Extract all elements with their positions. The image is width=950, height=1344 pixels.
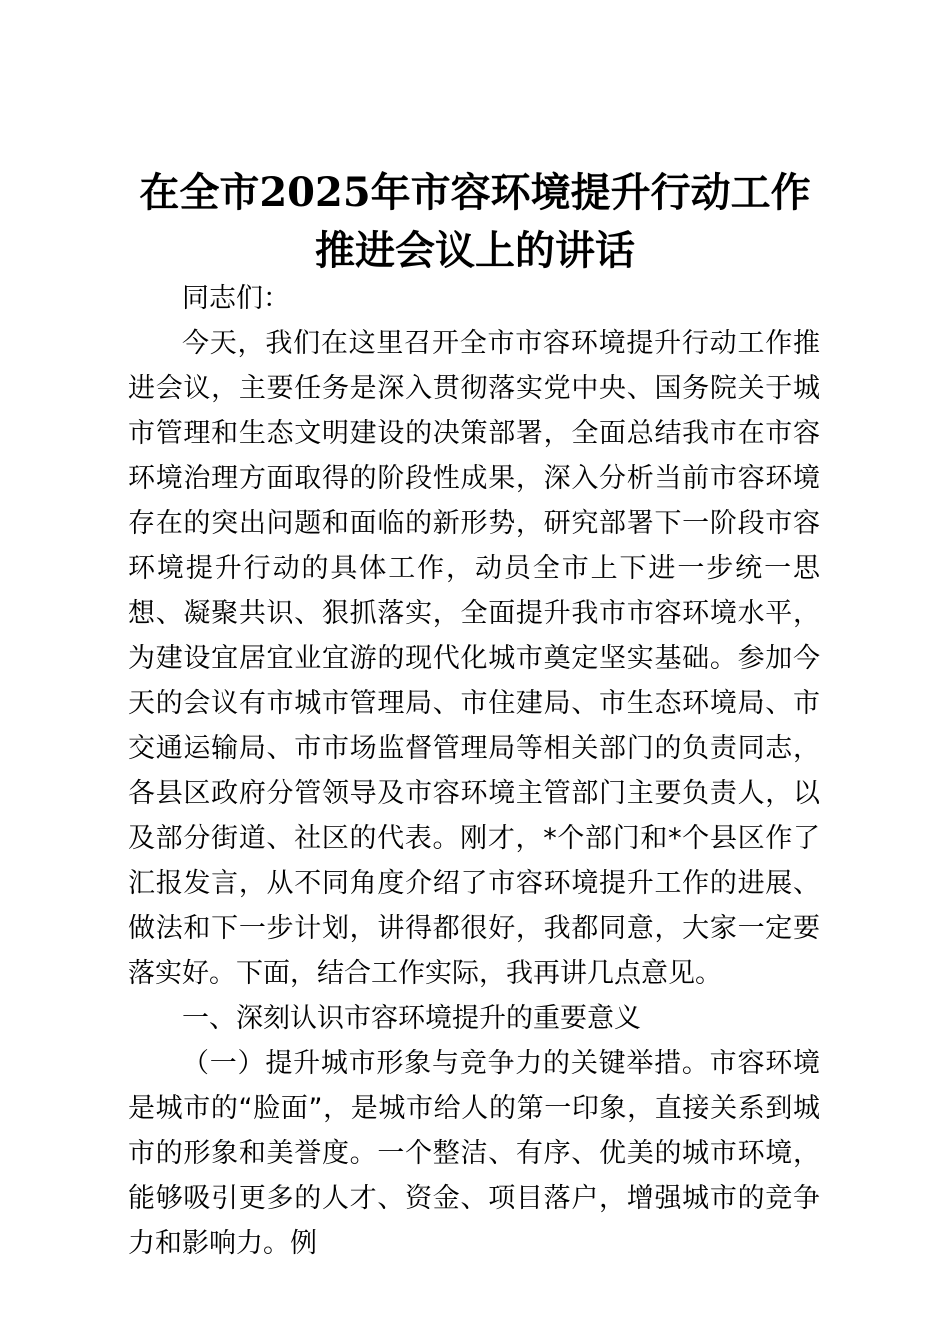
- title-line-1: 在全市2025年市容环境提升行动工作: [139, 169, 811, 216]
- section-heading-1: 一、深刻认识市容环境提升的重要意义: [182, 1003, 641, 1034]
- document-title: [120, 164, 830, 280]
- document-body: [128, 276, 820, 1266]
- paragraph-opening: 今天，我们在这里召开全市市容环境提升行动工作推进会议，主要任务是深入贯彻落实党中央、国务院关于城市管理和生态文明建设的决策部署，全面总结我市在市容环境治理方面取得的阶段性成果，深入分析当前市容环境存在的突出问题和面临的新形势，研究部署下一阶段市容环境提升行动的具体工作，动员全市上下进一步统一思想、凝聚共识、狠抓落实，全面提升我市市容环境水平，为建设宜居宜业宜游的现代化城市奠定坚实基础。参加今天的会议有市城市管理局、市住建局、市生态环境局、市交通运输局、市市场监督管理局等相关部门的负责同志，各县区政府分管领导及市容环境主管部门主要负责人，以及部分街道、社区的代表。刚才，*个部门和*个县区作了汇报发言，从不同角度介绍了市容环境提升工作的进展、做法和下一步计划，讲得都很好，我都同意，大家一定要落实好。下面，结合工作实际，我再讲几点意见。: [128, 328, 820, 989]
- greeting: 同志们：: [182, 283, 290, 314]
- paragraph-section-1-1: （一）提升城市形象与竞争力的关键举措。市容环境是城市的“脸面”，是城市给人的第一印象，直接关系到城市的形象和美誉度。一个整洁、有序、优美的城市环境，能够吸引更多的人才、资金、项目落户，增强城市的竞争力和影响力。例: [128, 1048, 820, 1259]
- title-line-2: 推进会议上的讲话: [315, 227, 635, 274]
